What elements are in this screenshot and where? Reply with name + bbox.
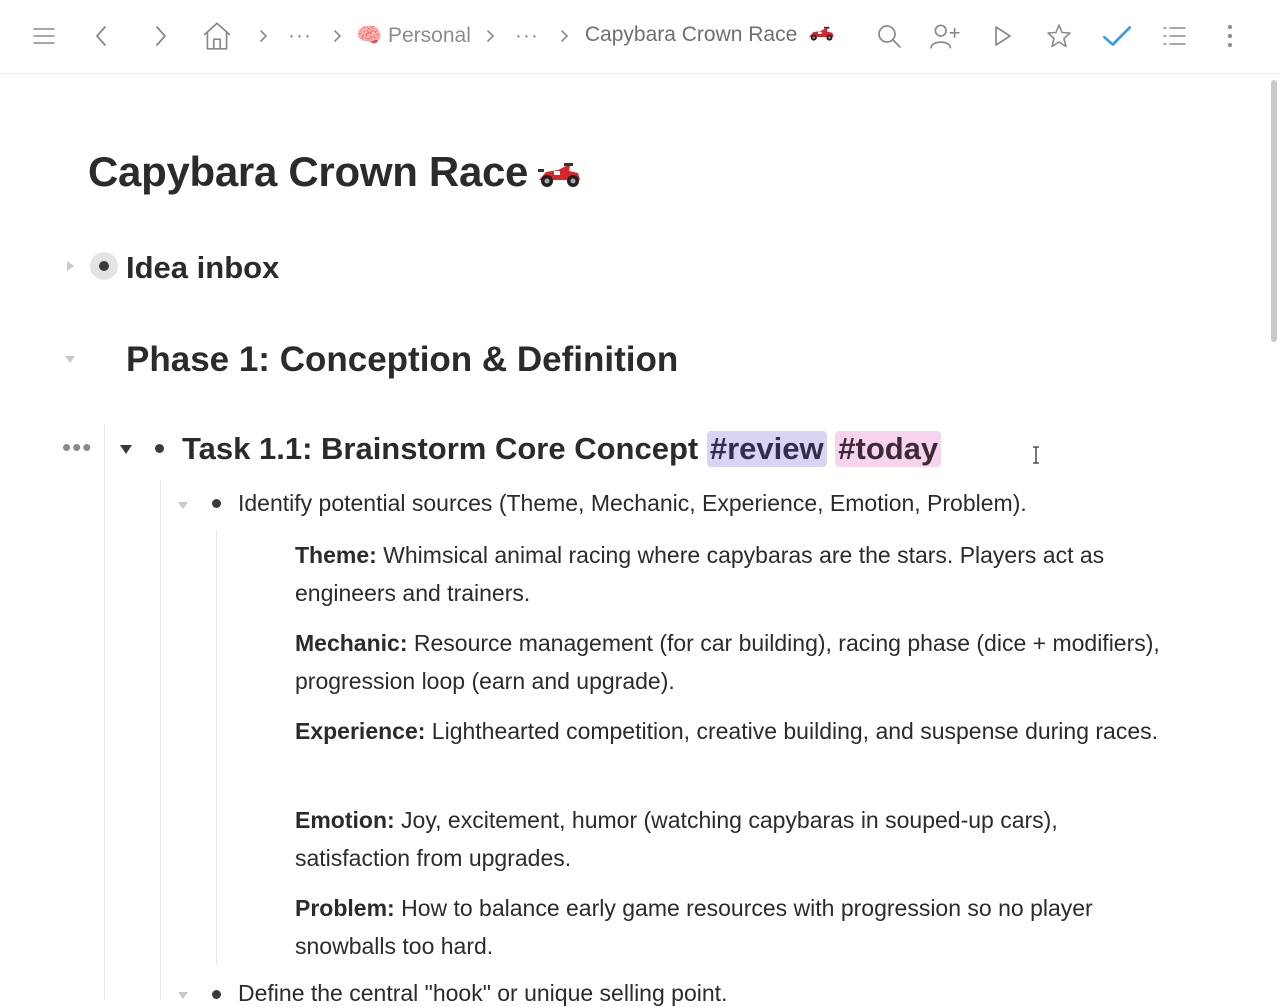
page-title[interactable]: [88, 148, 582, 200]
breadcrumb: [252, 18, 845, 54]
detail-theme[interactable]: [295, 536, 1175, 612]
detail-label: Problem:: [295, 895, 395, 921]
collapse-down-icon[interactable]: [63, 352, 77, 366]
scrollbar-thumb[interactable]: [1271, 80, 1277, 342]
block-menu-icon[interactable]: •••: [62, 432, 93, 462]
list-item[interactable]: Define the central "hook" or unique selling point.: [238, 980, 728, 1006]
more-vertical-icon[interactable]: [1212, 18, 1248, 54]
chevron-right-icon: [553, 29, 575, 43]
play-icon[interactable]: [984, 18, 1020, 54]
detail-text: Whimsical animal racing where capybaras are the stars. Players act as engineers and trainers.: [295, 542, 1105, 606]
task-heading[interactable]: [182, 431, 941, 467]
detail-mechanic[interactable]: [295, 624, 1175, 700]
search-icon[interactable]: [871, 18, 907, 54]
tag-today[interactable]: #today: [835, 431, 941, 467]
list-item[interactable]: Identify potential sources (Theme, Mechanic, Experience, Emotion, Problem).: [238, 490, 1027, 516]
collapse-right-icon[interactable]: [63, 259, 77, 273]
detail-problem[interactable]: [295, 889, 1175, 965]
indent-guide: [104, 424, 105, 1000]
collapse-down-icon[interactable]: [176, 498, 190, 512]
breadcrumb-personal-label: Personal: [387, 24, 471, 47]
bullet-dot: [99, 261, 109, 271]
top-toolbar: [0, 0, 1280, 74]
indent-guide: [160, 480, 161, 1000]
page-title-text: Capybara Crown Race: [88, 148, 529, 195]
checkmark-icon[interactable]: [1099, 18, 1135, 54]
bullet-dot[interactable]: [212, 990, 221, 999]
indent-guide: [216, 530, 217, 964]
collapse-down-icon[interactable]: [119, 442, 133, 456]
detail-text: How to balance early game resources with progression so no player snowballs too hard.: [295, 895, 1093, 959]
task-title: Task 1.1: Brainstorm Core Concept: [182, 431, 699, 466]
detail-label: Theme:: [295, 542, 377, 568]
breadcrumb-current-label: Capybara Crown Race: [584, 23, 798, 46]
breadcrumb-personal[interactable]: [348, 24, 479, 48]
detail-text: Joy, excitement, humor (watching capybaras in souped-up cars), satisfaction from upgrades.: [295, 807, 1058, 871]
detail-text: Lighthearted competition, creative building, and suspense during races.: [425, 718, 1159, 744]
breadcrumb-ellipsis[interactable]: ···: [514, 24, 539, 47]
detail-label: Mechanic:: [295, 630, 408, 656]
text-cursor-icon: [1031, 446, 1041, 464]
chevron-right-icon: [326, 29, 348, 43]
outline-list-icon[interactable]: [1156, 18, 1192, 54]
home-icon[interactable]: [199, 18, 235, 54]
heading-phase-1[interactable]: Phase 1: Conception & Definition: [126, 340, 679, 379]
star-icon[interactable]: [1041, 18, 1077, 54]
forward-icon[interactable]: [142, 18, 178, 54]
chevron-right-icon: [252, 29, 274, 43]
heading-idea-inbox[interactable]: Idea inbox: [126, 250, 280, 285]
detail-experience[interactable]: [295, 712, 1175, 750]
breadcrumb-current-page[interactable]: [575, 23, 845, 49]
detail-text: Resource management (for car building), racing phase (dice + modifiers), progression loop (earn and upgrade).: [295, 630, 1160, 694]
share-add-user-icon[interactable]: [927, 18, 963, 54]
race-car-icon: [536, 152, 582, 200]
back-icon[interactable]: [84, 18, 120, 54]
tag-review[interactable]: #review: [707, 431, 827, 467]
detail-label: Emotion:: [295, 807, 395, 833]
brain-icon: 🧠: [355, 24, 383, 47]
bullet-dot[interactable]: [212, 499, 221, 508]
scrollbar[interactable]: [1268, 0, 1280, 1000]
detail-emotion[interactable]: [295, 801, 1175, 877]
detail-label: Experience:: [295, 718, 426, 744]
chevron-right-icon: [479, 29, 501, 43]
race-car-icon: [807, 25, 835, 49]
bullet-dot[interactable]: [155, 444, 164, 453]
collapsed-bullet[interactable]: [90, 252, 118, 280]
breadcrumb-ellipsis[interactable]: ···: [288, 24, 312, 47]
sidebar-toggle-icon[interactable]: [26, 18, 62, 54]
